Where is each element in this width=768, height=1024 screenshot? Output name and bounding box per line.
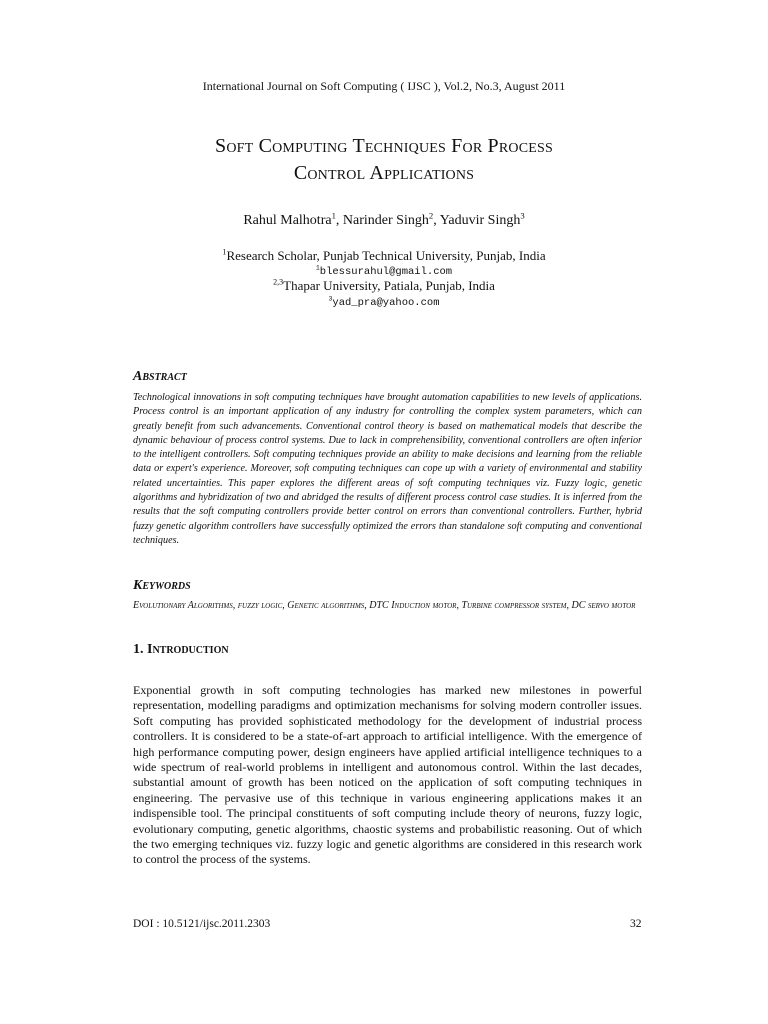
email-mark: 3 [328, 295, 333, 303]
author-name: Yaduvir Singh [439, 213, 521, 228]
introduction-text: Exponential growth in soft computing technologies has marked new milestones in powerful representation, modelling paradigms and optimization mechanisms for solving modern controller issues. Soft computing has provided sophisticated methodology for the development of industrial process controllers. It is considered to be a state-of-art approach to artificial intelligence. With the emergence of high performance computing power, design engineers have applied artificial intelligence techniques to a wide spectrum of real-world problems in intelligent and autonomous control. Within the last decades, substantial amount of growth has been noticed on the application of soft computing techniques in engineering. The pervasive use of this technique in various engineering applications makes it an indispensible tool. The principal constituents of soft computing include theory of neurons, fuzzy logic, evolutionary computing, genetic algorithms, chaostic systems and probabilistic reasoning. Out of which the two emerging techniques viz. fuzzy logic and genetic algorithms are considered in this research work to control the process of the systems. [133, 683, 642, 867]
author-mark: 2 [428, 210, 434, 221]
paper-title-line-2: Control Applications [293, 162, 475, 184]
keywords-heading: Keywords [133, 578, 191, 593]
author-mark: 3 [520, 210, 525, 221]
affiliation-mark: 1 [222, 247, 227, 257]
journal-header: International Journal on Soft Computing ( IJSC ), Vol.2, No.3, August 2011 [202, 79, 566, 93]
author-list: Rahul Malhotra$^1$, Narinder Singh$^2$, Yaduvir Singh$^3$ [243, 210, 525, 228]
abstract-text: Technological innovations in soft computing techniques have brought automation capabilities to new levels of applications. Process control is an important application of any industry for controlling the complex system parameters, which can greatly benefit from such advancements. Conventional control theory is based on mathematical models that describe the dynamic behaviour of process control systems. Due to lack in comprehensibility, conventional controllers are often inferior to the intelligent controllers. Soft computing techniques provide an ability to make decisions and learning from the reliable data or expert's experience. Moreover, soft computing techniques can cope up with a variety of environmental and stability related uncertainties. This paper explores the different areas of soft computing techniques viz. Fuzzy logic, genetic algorithms and hybridization of two and abridged the results of different process control case studies. It is inferred from the results that the soft computing controllers provide better control on errors than conventional controllers. Further, hybrid fuzzy genetic algorithm controllers have successfully optimized the errors than standalone soft computing and conventional techniques. [133, 392, 642, 546]
footer-doi: DOI : 10.5121/ijsc.2011.2303 [133, 918, 271, 930]
author-name: Rahul Malhotra [243, 213, 332, 228]
introduction-heading: 1. Introduction [133, 642, 229, 657]
author-mark: 1 [331, 210, 336, 221]
abstract-heading: Abstract [133, 369, 187, 384]
email-address: blessurahul@gmail.com [319, 266, 453, 278]
paper-title [0, 133, 768, 187]
affiliation-text: Research Scholar, Punjab Technical University, Punjab, India [226, 248, 546, 263]
affiliation-1 [0, 248, 768, 264]
email-mark: 1 [315, 264, 320, 272]
paper-title-line-1: Soft Computing Techniques For Process [215, 135, 553, 157]
affiliation-2 [0, 278, 768, 294]
author-name: Narinder Singh [342, 213, 429, 228]
page-number: 32 [630, 918, 642, 930]
affiliation-text: Thapar University, Patiala, Punjab, India [283, 278, 495, 293]
email-1 [0, 266, 768, 278]
affiliation-mark: 2,3 [273, 277, 284, 287]
keywords-text: Evolutionary Algorithms, fuzzy logic, Genetic algorithms, DTC Induction motor, Turbine compressor system, DC servo motor [133, 600, 636, 611]
email-address: yad_pra@yahoo.com [332, 297, 440, 309]
email-2 [0, 297, 768, 309]
